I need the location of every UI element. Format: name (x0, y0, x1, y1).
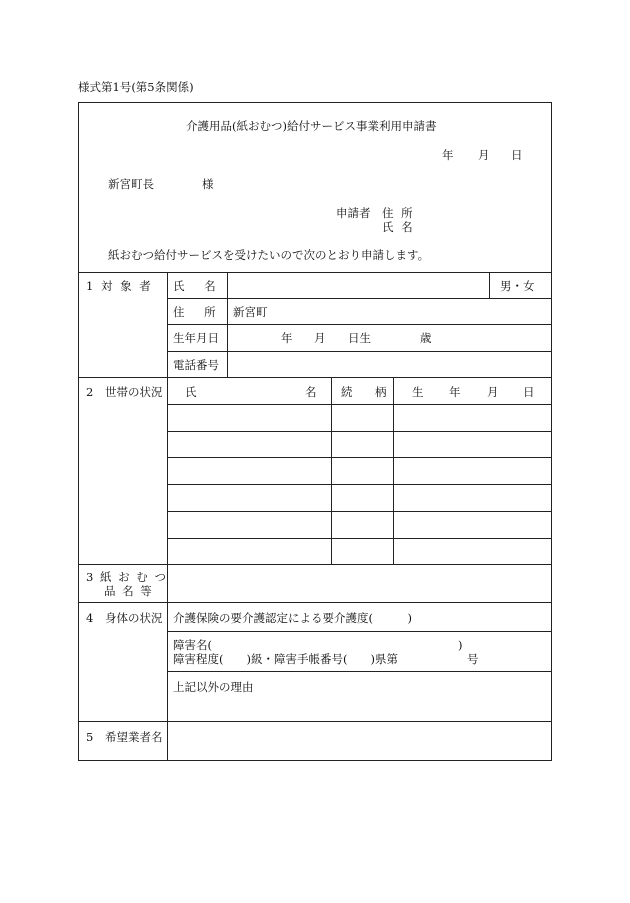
form-title: 介護用品(紙おむつ)給付サービス事業利用申請書 (186, 119, 437, 133)
section1-label: 1 対 象 者 (86, 279, 151, 293)
s4-other-reason: 上記以外の理由 (173, 680, 254, 694)
col-divider (393, 377, 394, 564)
divider (78, 564, 552, 565)
divider (78, 602, 552, 603)
row-line (167, 671, 552, 672)
s1-birth-day: 日生 (348, 331, 371, 345)
section2-label: 2 世帯の状況 (86, 385, 163, 399)
s4-disability-name-close: ) (458, 638, 463, 652)
section3-label-line2: 品 名 等 (104, 584, 152, 598)
applicant-address-label: 住 所 (382, 206, 415, 220)
divider (78, 721, 552, 722)
row-line (167, 631, 552, 632)
row-line (167, 431, 552, 432)
s2-header-b4: 日 (523, 385, 535, 399)
s1-birth-label: 生年月日 (173, 331, 219, 345)
divider (78, 377, 552, 378)
row-line (167, 484, 552, 485)
s4-disability-number-suffix: 号 (467, 652, 479, 666)
s4-care-level: 介護保険の要介護認定による要介護度( ) (173, 611, 412, 625)
s1-birth-year: 年 (281, 331, 293, 345)
date-day: 日 (511, 148, 523, 162)
label-column-divider (167, 272, 168, 761)
s2-header-rel2: 柄 (375, 385, 387, 399)
divider (78, 272, 552, 273)
row-line (167, 298, 552, 299)
s1-name-label: 氏 名 (173, 279, 217, 293)
s4-disability-name-open: 障害名( (173, 638, 212, 652)
section5-label: 5 希望業者名 (86, 730, 163, 744)
section4-label: 4 身体の状況 (86, 611, 163, 625)
s2-header-b1: 生 (412, 385, 424, 399)
section3-label-line1: 3 紙 お む つ (86, 570, 166, 584)
row-line (167, 538, 552, 539)
s1-birth-month: 月 (314, 331, 326, 345)
request-text: 紙おむつ給付サービスを受けたいので次のとおり申請します。 (108, 248, 430, 262)
s1-address-value[interactable]: 新宮町 (233, 305, 268, 319)
row-line (167, 511, 552, 512)
gender-option[interactable]: 男・女 (500, 279, 535, 293)
s2-header-rel1: 続 (341, 385, 353, 399)
s1-phone-label: 電話番号 (173, 358, 219, 372)
date-year: 年 (442, 148, 454, 162)
gender-divider (489, 272, 490, 298)
s2-header-b3: 月 (487, 385, 499, 399)
s2-header-b2: 年 (449, 385, 461, 399)
applicant-label: 申請者 (336, 206, 371, 220)
s1-address-label: 住 所 (173, 305, 217, 319)
s2-header-name1: 氏 (185, 385, 197, 399)
row-line (167, 351, 552, 352)
row-line (167, 324, 552, 325)
date-month: 月 (478, 148, 490, 162)
s1-age: 歳 (420, 331, 432, 345)
form-number: 様式第1号(第5条関係) (78, 80, 194, 94)
addressee-honorific: 様 (202, 177, 214, 191)
row-line (167, 404, 552, 405)
col-divider (331, 377, 332, 564)
applicant-name-label: 氏 名 (382, 220, 415, 234)
addressee-name: 新宮町長 (108, 177, 154, 191)
row-line (167, 457, 552, 458)
s4-disability-grade: 障害程度( )級・障害手帳番号( )県第 (173, 652, 398, 666)
s2-header-name2: 名 (305, 385, 317, 399)
